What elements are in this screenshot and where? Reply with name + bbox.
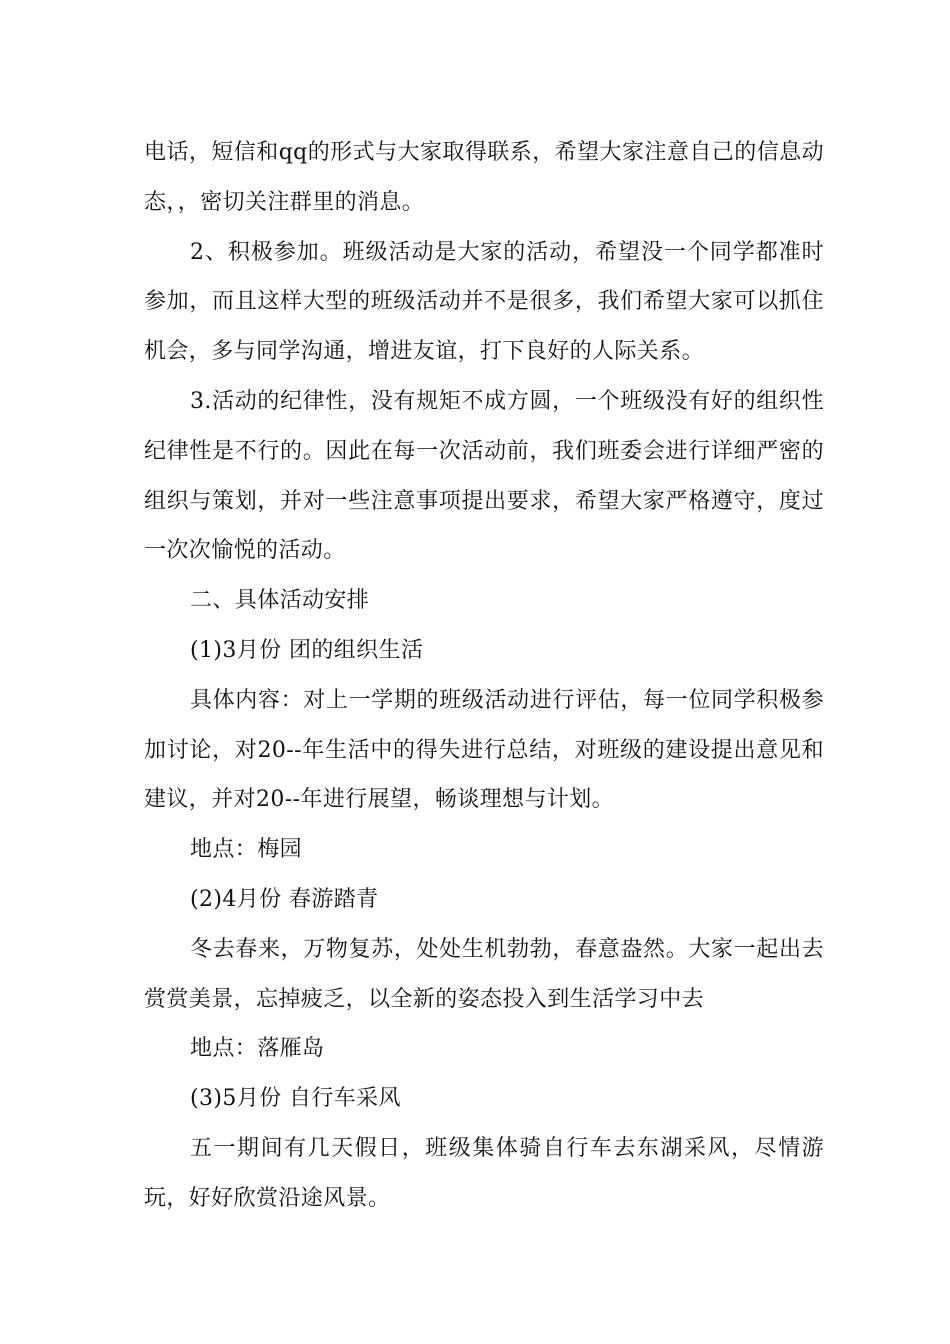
paragraph-march-location: 地点：梅园: [190, 837, 303, 863]
paragraph-april-location: 地点：落雁岛: [190, 1036, 325, 1062]
item-heading-april: (2)4月份 春游踏青: [190, 886, 379, 912]
document-body: [144, 128, 824, 1224]
paragraph-activity-discipline: 3.活动的纪律性，没有规矩不成方圆，一个班级没有好的组织性纪律性是不行的。因此在每一次活动前，我们班委会进行详细严密的组织与策划，并对一些注意事项提出要求，希望大家严格遵守，度过一次次愉悦的活动。: [144, 388, 824, 564]
paragraph-may-content: 五一期间有几天假日，班级集体骑自行车去东湖采风，尽情游玩，好好欣赏沿途风景。: [144, 1135, 824, 1211]
item-heading-march: (1)3月份 团的组织生活: [190, 637, 424, 663]
paragraph-april-content: 冬去春来，万物复苏，处处生机勃勃，春意盎然。大家一起出去赏赏美景，忘掉疲乏，以全新的姿态投入到生活学习中去: [144, 936, 824, 1012]
item-heading-may: (3)5月份 自行车采风: [190, 1086, 401, 1112]
section-heading-activity-schedule: 二、具体活动安排: [190, 588, 370, 614]
paragraph-contact-continuation: 电话，短信和qq的形式与大家取得联系，希望大家注意自己的信息动态，，密切关注群里的消息。: [144, 140, 824, 215]
paragraph-march-content: 具体内容：对上一学期的班级活动进行评估，每一位同学积极参加讨论，对20--年生活中的得失进行总结，对班级的建设提出意见和建议，并对20--年进行展望，畅谈理想与计划。: [144, 687, 824, 813]
paragraph-active-participation: 2、积极参加。班级活动是大家的活动，希望没一个同学都准时参加，而且这样大型的班级活动并不是很多，我们希望大家可以抓住机会，多与同学沟通，增进友谊，打下良好的人际关系。: [144, 239, 824, 365]
